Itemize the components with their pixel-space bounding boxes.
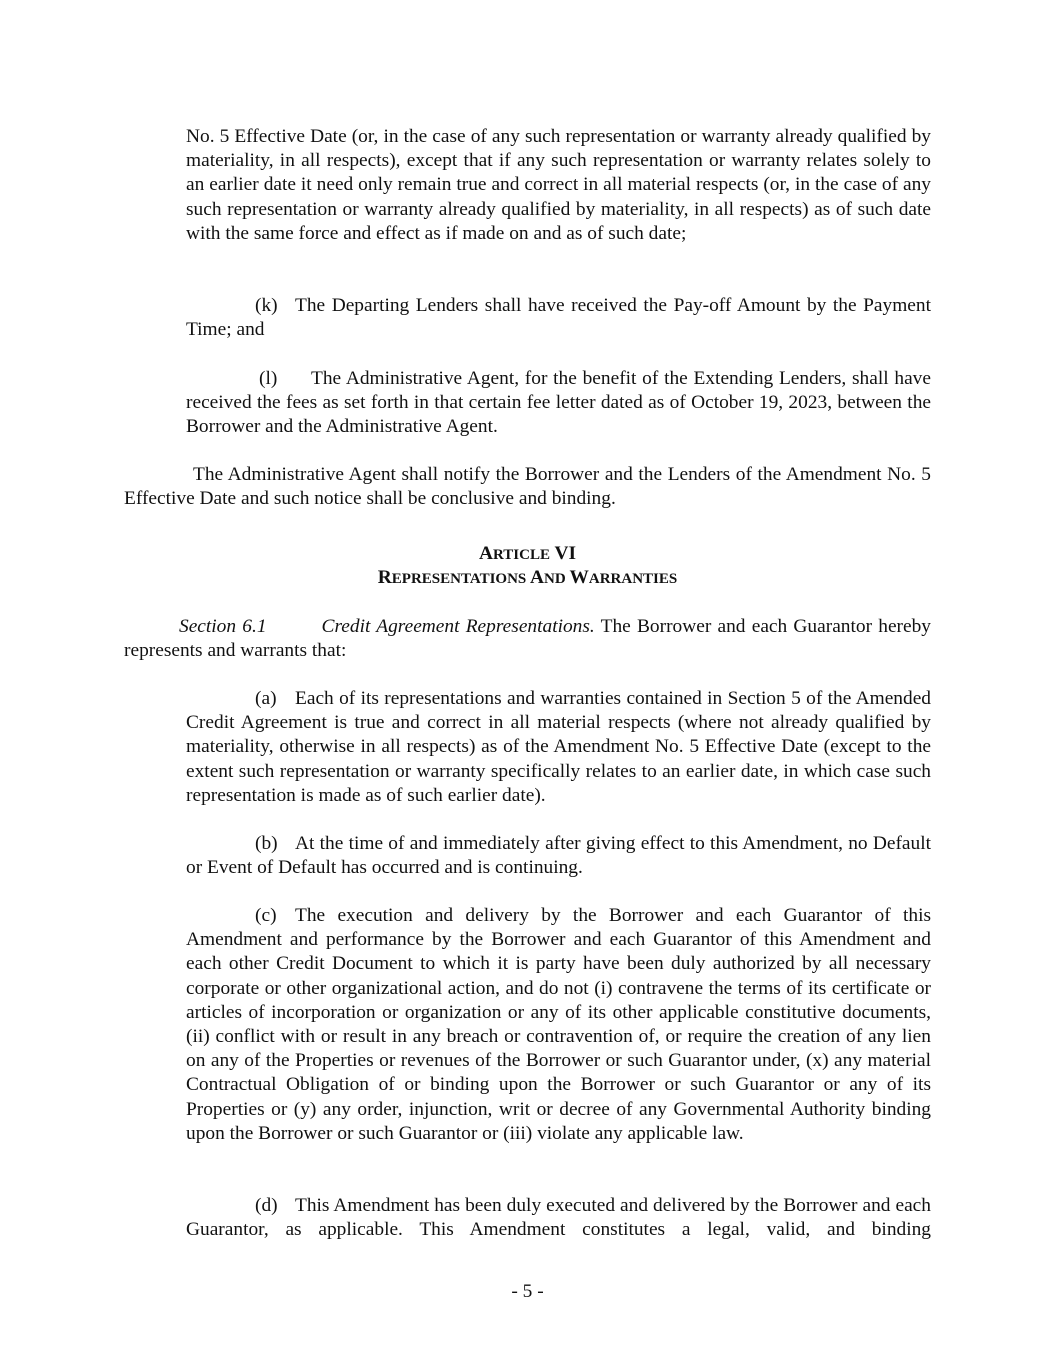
section-6-1 [124, 615, 931, 663]
continuation-paragraph: No. 5 Effective Date (or, in the case of any such representation or warranty already qualified by materiality, in all respects), except that if any such representation or warranty relates solely to an earlier date it need only remain true and correct in all material respects (or, in the case of any such representation or warranty already qualified by materiality, in all respects) as of such date with the same force and effect as if made on and as of such date; [186, 126, 931, 244]
item-a-label: (a) [255, 688, 277, 709]
item-k-label: (k) [255, 295, 278, 316]
item-b-label: (b) [255, 833, 278, 854]
item-c-text: The execution and delivery by the Borrower and each Guarantor of this Amendment and performance by the Borrower and each Guarantor of this Amendment and each other Credit Document to which it is party have been duly authorized by all necessary corporate or other organizational action, and do not (i) contravene the terms of its certificate or articles of incorporation or organization or any of its other applicable constitutive documents, (ii) conflict with or result in any breach or contravention of, or require the creation of any lien on any of the Properties or revenues of the Borrower or such Guarantor under, (x) any material Contractual Obligation of or binding upon the Borrower or such Guarantor or any of its Properties or (y) any order, injunction, writ or decree of any Governmental Authority binding upon the Borrower or such Guarantor or (iii) violate any applicable law. [186, 905, 931, 1144]
item-d-text: This Amendment has been duly executed and delivered by the Borrower and each Guarantor, as applicable. This Amendment constitutes a legal, valid, and binding [186, 1195, 931, 1241]
section-number: Section 6.1 [179, 616, 267, 637]
article-title: ARTICLE VI [478, 543, 577, 564]
notice-paragraph: The Administrative Agent shall notify the Borrower and the Lenders of the Amendment No. 5 Effective Date and such notice shall be conclusive and binding. [124, 464, 931, 510]
item-a-text: Each of its representations and warranties contained in Section 5 of the Amended Credit Agreement is true and correct in all material respects (where not already qualified by materiality, otherwise in all respects) as of the Amendment No. 5 Effective Date (except to the extent such representation or warranty specifically relates to an earlier date, in which case such representation is made as of such earlier date). [186, 688, 931, 806]
item-l-text: The Administrative Agent, for the benefit of the Extending Lenders, shall have received the fees as set forth in that certain fee letter dated as of October 19, 2023, between the Borrower and the Administrative Agent. [186, 368, 931, 438]
section-intro: The Borrower and each Guarantor hereby represents and warrants that: [124, 616, 931, 662]
page-number: - 5 - [511, 1281, 544, 1302]
item-l [186, 367, 931, 440]
item-a [186, 687, 931, 808]
item-k [186, 294, 931, 342]
item-d-label: (d) [255, 1195, 278, 1216]
item-l-label: (l) [259, 368, 278, 389]
item-b-text: At the time of and immediately after giving effect to this Amendment, no Default or Event of Default has occurred and is continuing. [186, 833, 931, 879]
item-k-text: The Departing Lenders shall have received the Pay-off Amount by the Payment Time; and [186, 295, 931, 341]
item-b [186, 832, 931, 880]
item-d [186, 1194, 931, 1242]
article-subtitle: REPRESENTATIONS AND WARRANTIES [377, 567, 678, 588]
item-c-label: (c) [255, 905, 277, 926]
item-c [186, 904, 931, 1146]
section-title: Credit Agreement Representations. [321, 616, 595, 637]
